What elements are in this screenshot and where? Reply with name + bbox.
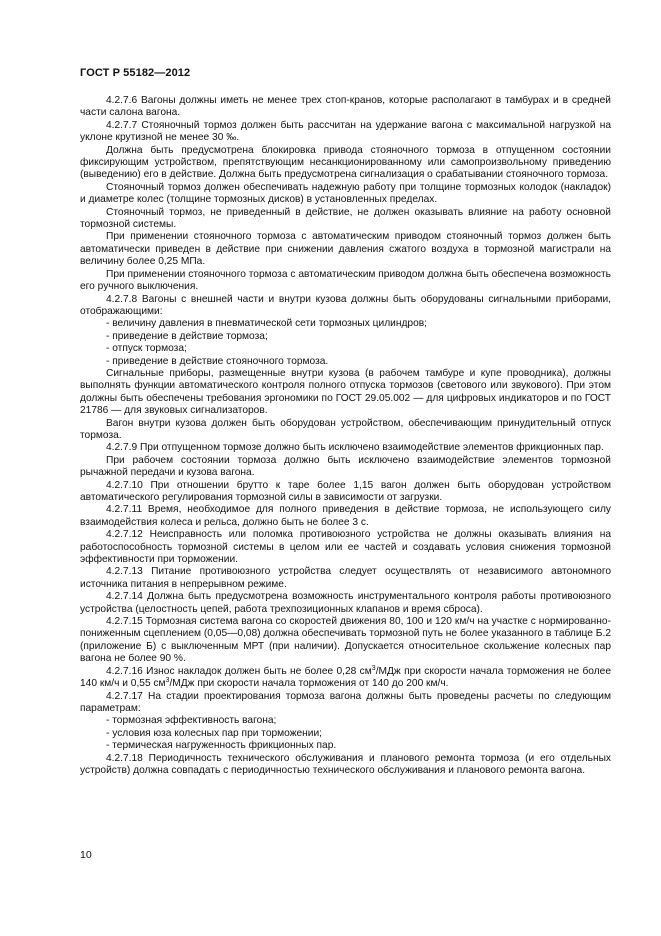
paragraph: 4.2.7.8 Вагоны с внешней части и внутри кузова должны быть оборудованы сигнальными приборами, отображающими: <box>80 293 611 317</box>
paragraph: Стояночный тормоз должен обеспечивать надежную работу при толщине тормозных колодок (накладок) и диаметре колес (толщине тормозных дисков) в установленных пределах. <box>80 181 611 206</box>
paragraph: 4.2.7.14 Должна быть предусмотрена возможность инструментального контроля работы противоюзного устройства (целостность цепей, работа трехпозиционных клапанов и время сброса). <box>80 591 611 615</box>
superscript: 3 <box>165 677 170 685</box>
paragraph: При применении стояночного тормоза с автоматическим приводом должна быть обеспечена возможность его ручного выключения. <box>80 268 611 293</box>
text-span: /МДж при скорости начала торможения не более 140 км/ч и 0,55 см <box>80 665 611 690</box>
signal-list <box>80 318 611 368</box>
paragraph: 4.2.7.18 Периодичность технического обслуживания и планового ремонта тормоза (и его отдельных устройств) должна совпадать с периодичностью технического обслуживания и планового ремонта вагона. <box>80 752 611 776</box>
list-item: - приведение в действие стояночного тормоза. <box>80 356 611 368</box>
paragraph: При рабочем состоянии тормоза должно быть исключено взаимодействие элементов тормозной рычажной передачи и кузова вагона. <box>80 454 611 479</box>
paragraph: 4.2.7.11 Время, необходимое для полного приведения в действие тормоза, не использующего силу взаимодействия колеса и рельса, должно быть не более 3 с. <box>80 504 611 528</box>
paragraph <box>80 666 611 691</box>
list-item: - приведение в действие тормоза; <box>80 331 611 343</box>
text-span: 4.2.7.16 Износ накладок должен быть не более 0,28 см <box>106 665 372 677</box>
document-header: ГОСТ Р 55182—2012 <box>80 67 191 79</box>
paragraph: 4.2.7.12 Неисправность или поломка противоюзного устройства не должны оказывать влияния на работоспособность тормозной системы в целом или ее частей и создавать условия снижения тормозной эффективности при торможении. <box>80 529 611 566</box>
paragraph: 4.2.7.10 При отношении брутто к таре более 1,15 вагон должен быть оборудован устройством автоматического регулирования тормозной силы в зависимости от загрузки. <box>80 479 611 503</box>
paragraph: Должна быть предусмотрена блокировка привода стояночного тормоза в отпущенном состоянии фиксирующим устройством, препятствующим несанкционированному или самопроизвольному приведению (выведению) его в действие. Должна быть предусмотрена сигнализация о срабатывании стояночного тормоза. <box>80 144 611 181</box>
paragraph: 4.2.7.7 Стояночный тормоз должен быть рассчитан на удержание вагона с максимальной нагрузкой на уклоне крутизной не менее 30 ‰. <box>80 119 611 144</box>
paragraph: 4.2.7.15 Тормозная система вагона со скоростей движения 80, 100 и 120 км/ч на участке с нормированно-пониженным сцеплением (0,05—0,08) должна обеспечивать тормозной путь не более указанного в таблице Б.2 (приложение Б) с выключенным МРТ (при наличии). Допускается относительное скольжение колесных пар вагона не более 90 %. <box>80 616 611 665</box>
paragraph: При применении стояночного тормоза с автоматическим приводом стояночный тормоз должен быть автоматически приведен в действие при снижении давления сжатого воздуха в тормозной магистрали на величину более 0,25 МПа. <box>80 231 611 268</box>
list-item: - тормозная эффективность вагона; <box>80 715 611 727</box>
list-item: - величину давления в пневматической сети тормозных цилиндров; <box>80 318 611 330</box>
parameter-list <box>80 715 611 752</box>
list-item: - термическая нагруженность фрикционных пар. <box>80 740 611 752</box>
page-number: 10 <box>80 849 92 861</box>
superscript: 3 <box>371 664 376 672</box>
paragraph: 4.2.7.6 Вагоны должны иметь не менее трех стоп-кранов, которые располагают в тамбурах и в средней части салона вагона. <box>80 95 611 119</box>
paragraph: Сигнальные приборы, размещенные внутри кузова (в рабочем тамбуре и купе проводника), должны выполнять функции автоматического контроля полного отпуска тормозов (светового или звукового). При этом должны быть обеспечены требования эргономики по ГОСТ 29.05.002 — для цифровых индикаторов и по ГОСТ 21786 — для звуковых сигнализаторов. <box>80 367 611 417</box>
list-item: - условия юза колесных пар при торможении; <box>80 728 611 740</box>
paragraph: 4.2.7.17 На стадии проектирования тормоза вагона должны быть проведены расчеты по следующим параметрам: <box>80 690 611 714</box>
paragraph: Вагон внутри кузова должен быть оборудован устройством, обеспечивающим принудительный отпуск тормоза. <box>80 417 611 441</box>
paragraph: 4.2.7.9 При отпущенном тормозе должно быть исключено взаимодействие элементов фрикционных пар. <box>106 442 604 454</box>
list-item: - отпуск тормоза; <box>80 343 611 355</box>
document-body <box>80 95 611 777</box>
paragraph: 4.2.7.13 Питание противоюзного устройства следует осуществлять от независимого автономного источника питания в непрерывном режиме. <box>80 566 611 590</box>
text-span: /МДж при скорости начала торможения от 140 до 200 км/ч. <box>169 678 449 690</box>
paragraph: Стояночный тормоз, не приведенный в действие, не должен оказывать влияние на работу основной тормозной системы. <box>80 206 611 231</box>
